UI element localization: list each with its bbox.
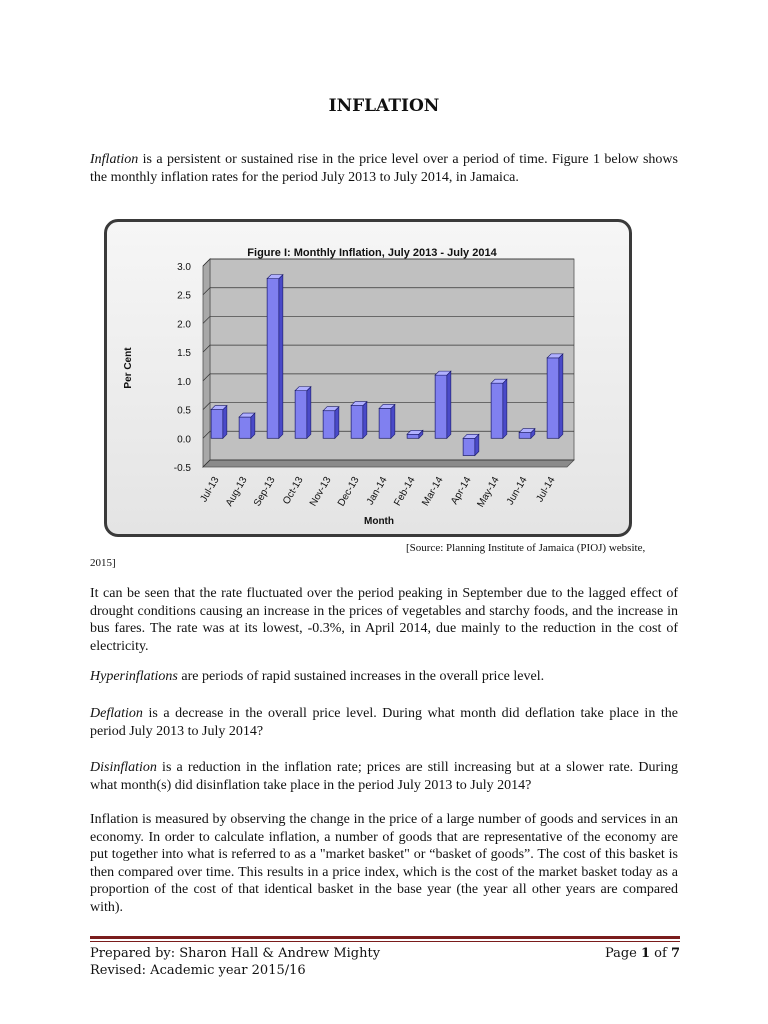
x-tick-label: Feb-14 <box>392 475 418 508</box>
x-tick-label: Nov-13 <box>307 475 334 509</box>
x-tick-label: Jul-14 <box>534 475 558 505</box>
plot-area <box>174 259 574 509</box>
bar <box>463 438 475 455</box>
bar <box>547 358 559 438</box>
term-deflation: Deflation <box>90 706 143 721</box>
intro-paragraph <box>90 151 678 186</box>
bar-side <box>279 275 283 439</box>
y-tick-label: -0.5 <box>173 463 191 474</box>
bar <box>519 433 531 439</box>
y-axis-label: Per Cent <box>123 347 134 389</box>
bar-side <box>503 379 507 438</box>
bar-side <box>447 371 451 438</box>
term-disinflation: Disinflation <box>90 760 157 775</box>
page-of: of <box>650 946 671 961</box>
x-tick-label: Aug-13 <box>223 475 250 509</box>
hyper-text: are periods of rapid sustained increases in the overall price level. <box>177 669 545 684</box>
x-tick-label: Jan-14 <box>364 475 390 507</box>
source-line-2: 2015] <box>90 557 116 569</box>
bar-side <box>559 354 563 438</box>
chart-frame <box>104 219 632 537</box>
term-inflation: Inflation <box>90 152 139 167</box>
bar-side <box>223 406 227 439</box>
footer-prepared: Prepared by: Sharon Hall & Andrew Mighty <box>90 946 381 961</box>
term-hyperinflations: Hyperinflations <box>90 669 178 684</box>
x-tick-label: May-14 <box>475 475 502 510</box>
footer-rule-thick <box>90 936 680 939</box>
disinflation-text: is a reduction in the inflation rate; prices are still increasing but at a slower rate. During what month(s) did disinflation take place in the period July 2013 to July 2014? <box>90 760 678 793</box>
bar-side <box>363 402 367 439</box>
y-tick-label: 1.0 <box>177 376 191 388</box>
bar <box>267 279 279 439</box>
bar <box>407 434 419 438</box>
bar <box>351 406 363 439</box>
y-tick-label: 3.0 <box>177 262 191 273</box>
y-tick-label: 0.5 <box>177 405 191 417</box>
page-number <box>605 946 680 961</box>
y-tick-label: 2.5 <box>177 290 191 302</box>
page-title: INFLATION <box>328 96 440 116</box>
x-tick-label: Sep-13 <box>251 475 278 509</box>
bar-side <box>391 404 395 438</box>
x-tick-label: Jul-13 <box>198 475 222 505</box>
disinflation-paragraph <box>90 759 678 794</box>
bar <box>323 411 335 439</box>
measurement-paragraph: Inflation is measured by observing the change in the price of a large number of goods and services in an economy. In order to calculate inflation, a number of goods that are representative of the economy are put together into what is referred to as a "market basket" or “basket of goods”. The cost of this basket is then compared over time. This results in a price index, which is the cost of the market basket today as a proportion of the cost of that identical basket in the base year (the year all other years are compared with). <box>90 812 678 915</box>
bar <box>491 383 503 438</box>
x-tick-label: Oct-13 <box>281 475 306 507</box>
deflation-text: is a decrease in the overall price level. During what month did deflation take place in the period July 2013 to July 2014? <box>90 706 678 739</box>
bar <box>295 391 307 439</box>
page-total: 7 <box>670 946 680 961</box>
page-current: 1 <box>641 946 651 961</box>
deflation-paragraph <box>90 705 678 740</box>
footer-revised: Revised: Academic year 2015/16 <box>90 963 306 978</box>
x-axis-label: Month <box>364 516 394 527</box>
bar <box>239 417 251 438</box>
plot-side-wall <box>203 259 210 467</box>
y-tick-label: 1.5 <box>177 348 191 360</box>
bar-side <box>307 387 311 439</box>
x-tick-label: Jun-14 <box>504 475 530 507</box>
page-prefix: Page <box>604 946 641 961</box>
intro-text: is a persistent or sustained rise in the price level over a period of time. Figure 1 below shows the monthly inflation rates for the period July 2013 to July 2014, in Jamaica. <box>90 152 678 185</box>
bar <box>435 375 447 438</box>
footer-rule-thin <box>90 941 680 942</box>
inflation-chart <box>107 222 629 534</box>
fluctuation-paragraph: It can be seen that the rate fluctuated over the period peaking in September due to the lagged effect of drought conditions causing an increase in the prices of vegetables and starchy foods, and the increase in bus fares. The rate was at its lowest, -0.3%, in April 2014, due mainly to the reduction in the cost of electricity. <box>90 586 678 654</box>
plot-floor <box>203 460 574 467</box>
y-tick-label: 2.0 <box>177 319 191 331</box>
x-tick-label: Dec-13 <box>335 475 362 509</box>
bar <box>379 408 391 438</box>
x-tick-label: Apr-14 <box>449 475 474 507</box>
bar-side <box>335 407 339 439</box>
source-line-1: [Source: Planning Institute of Jamaica (PIOJ) website, <box>406 542 646 554</box>
hyperinflation-paragraph <box>90 668 678 686</box>
bar <box>211 410 223 439</box>
y-tick-label: 0.0 <box>177 434 191 446</box>
chart-title: Figure I: Monthly Inflation, July 2013 - July 2014 <box>247 247 497 259</box>
x-tick-label: Mar-14 <box>420 475 446 508</box>
